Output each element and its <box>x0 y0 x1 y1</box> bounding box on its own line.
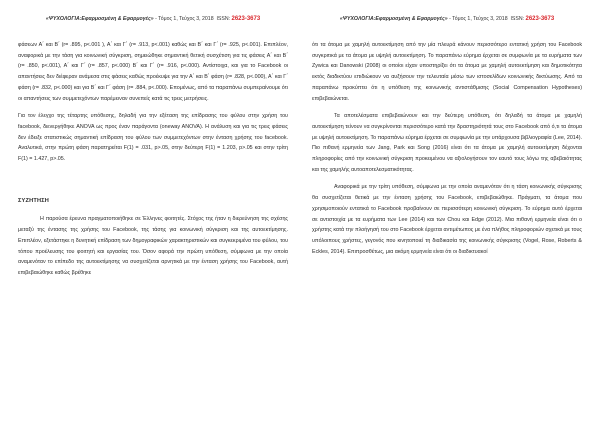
journal-brand: «ΨΥΧΟΛΟΓΙΑ: <box>45 16 82 22</box>
issn-label: ISSN: <box>510 16 525 22</box>
right-page-body <box>312 40 582 264</box>
discussion-paragraph: Η παρούσα έρευνα πραγματοποιήθηκε σε Έλληνες φοιτητές. Στόχος της ήταν η διερεύνηση της σχέσης μεταξύ της έντασης της χρήσης του Facebook, της τάσης για κοινωνική σύγκριση και της αυτοεκτίμησης. Επιπλέον, εξετάστηκε η δυνητική επίδραση των δημογραφικών χαρακτηριστικών και συγκεκριμένα του φύλου, του τόπου προέλευσης του φοιτητή και εργασίας του. Όσον αφορά την πρώτη υπόθεση, σύμφωνα με την οποία αναμενόταν το επίπεδο της αυτοεκτίμησης να συσχετίζεται αρνητικά με την ένταση χρήσης του Facebook, αυτή επιβεβαιώθηκε καθώς βρέθηκε <box>18 216 288 276</box>
journal-subtitle: Εφαρμοσμένη & Εφαρμογές» <box>375 16 448 22</box>
issn-number: 2623-3673 <box>525 16 555 22</box>
issn-number: 2623-3673 <box>231 16 261 22</box>
issn-label: ISSN: <box>216 16 231 22</box>
left-page-body <box>18 40 288 286</box>
journal-volume: - Τόμος 1, Τεύχος 3, 2018 <box>155 16 214 22</box>
running-header <box>18 16 288 23</box>
journal-subtitle: Εφαρμοσμένη & Εφαρμογές» <box>81 16 154 22</box>
discussion-paragraph: ότι τα άτομα με χαμηλή αυτοεκτίμηση από την μία πλευρά κάνουν περισσότερο εντατική χρήση του Facebook συγκριτικά με τα άτομα με υψηλή αυτοεκτίμηση. Το παραπάνω εύρημα έρχεται σε συμφωνία με τα ευρήματα των Zywica και Danowski (2008) οι οποίοι είχαν υποστηρίξει ότι τα άτομα με χαμηλή αυτοεκτίμηση και δημοτικότητα εκτός διαδικτύου επιδιώκουν να αυξήσουν την τελευταία μέσω των ιστοσελίδων κοινωνικής δικτύωσης. Από τα παραπάνω προκύπτει ότι η υπόθεση της κοινωνικής αντιστάθμισης (Social Compensation Hypotheses) επιβεβαιώνεται. <box>312 42 582 102</box>
results-paragraph: Για τον έλεγχο της τέταρτης υπόθεσης, δηλαδή για την εξέταση της επίδρασης του φύλου στην χρήση του facebook, διενεργήθηκε ANOVA ως προς έναν παράγοντα (oneway ANOVA). Η ανάλυση και για τις τρεις φάσεις δεν έδειξε στατιστικώς σημαντική επίδραση του φύλου των συμμετεχόντων στην ένταση χρήσης του facebook. Αναλυτικά, στην πρώτη φάση παρατηρείται F(1) = .031, p>.05, στην δεύτερη F(1) = 1.203, p>.05 και στην τρίτη F(1) = 1.427, p>.05. <box>18 113 288 163</box>
discussion-paragraph: Αναφορικά με την τρίτη υπόθεση, σύμφωνα με την οποία αναμενόταν ότι η τάση κοινωνικής σύγκρισης θα συσχετίζεται θετικά με την ένταση χρήσης του Facebook, επιβεβαιώθηκε. Πράγματι, τα άτομα που χρησιμοποιούν εντατικά το Facebook προβαίνουν σε περισσότερη κοινωνική σύγκριση. Το εύρημα αυτό έρχεται σε αντιστοιχία με τα ευρήματα των Lee (2014) και των Chou και Edge (2012). Μια πιθανή ερμηνεία είναι ότι ο χρήστης κατά την πλοήγησή του στο Facebook έρχεται αντιμέτωπος με ένα πλήθος πληροφοριών σχετικά με τους υπόλοιπους χρήστες, γεγονός που κινητοποιεί τη διαδικασία της κοινωνικής σύγκρισης (Vogel, Rose, Roberts & Eckles, 2014). Επιπροσθέτως, μια ακόμη ερμηνεία είναι ότι οι διαδικτυακοί <box>312 184 582 255</box>
running-header <box>312 16 582 23</box>
journal-volume: - Τόμος 1, Τεύχος 3, 2018 <box>449 16 508 22</box>
section-title: ΣΥΖΗΤΗΣΗ <box>18 197 49 204</box>
results-paragraph: φάσεων Α΄ και Β΄ (r= .895, p<.001 ), Α΄ και Γ΄ (r= .913, p<.001) καθώς και Β΄ και Γ΄ (r= .925, p<.001). Επιπλέον, αναφορικά με την τάση για κοινωνική σύγκριση, σημειώθηκε σημαντική θετική συσχέτιση για τις φάσεις Α΄ και Β΄ (r= .850, p<.001), Α΄ και Γ΄ (r= .857, p<.000) Β΄ και Γ΄ (r= .916, p<.000). Αντίστοιχα, και για το Facebook οι απαντήσεις δεν διέφεραν ανάμεσα στις φάσεις καθώς προέκυψε για την Α΄ και Β΄ φάση (r= .828, p<.000), Α΄ και Γ΄ φάση (r= .832, p<.000) και για Β΄ και Γ΄ φάση (r= .884, p<.000). Επομένως, από τα παραπάνω συμπεραίνουμε ότι οι απαντήσεις των συμμετεχόντων παρέμειναν συνεπείς κατά τις τρεις μετρήσεις. <box>18 42 288 102</box>
discussion-paragraph: Τα αποτελέσματα επιβεβαιώνουν και την δεύτερη υπόθεση, ότι δηλαδή τα άτομα με χαμηλή αυτοεκτίμηση τείνουν να συγκρίνονται περισσότερο κατά την δραστηριότητά τους στο Facebook από ό,τι τα άτομα με υψηλή αυτοεκτίμηση. Το παραπάνω εύρημα έρχεται σε συμφωνία με την υπάρχουσα βιβλιογραφία (Lee, 2014). Πιο πιθανή ερμηνεία των Jang, Park και Song (2016) είναι ότι τα άτομα με χαμηλή αυτοεκτίμηση δέχονται πληροφορίες από την κοινωνική σύγκριση προκειμένου να αξιολογήσουν τον εαυτό τους λόγω της αβεβαιότητας και της χαμηλής αυτοαποτελεσματικότητας. <box>312 113 582 173</box>
right-page <box>312 0 582 424</box>
journal-brand: «ΨΥΧΟΛΟΓΙΑ: <box>339 16 376 22</box>
left-page <box>18 0 288 424</box>
